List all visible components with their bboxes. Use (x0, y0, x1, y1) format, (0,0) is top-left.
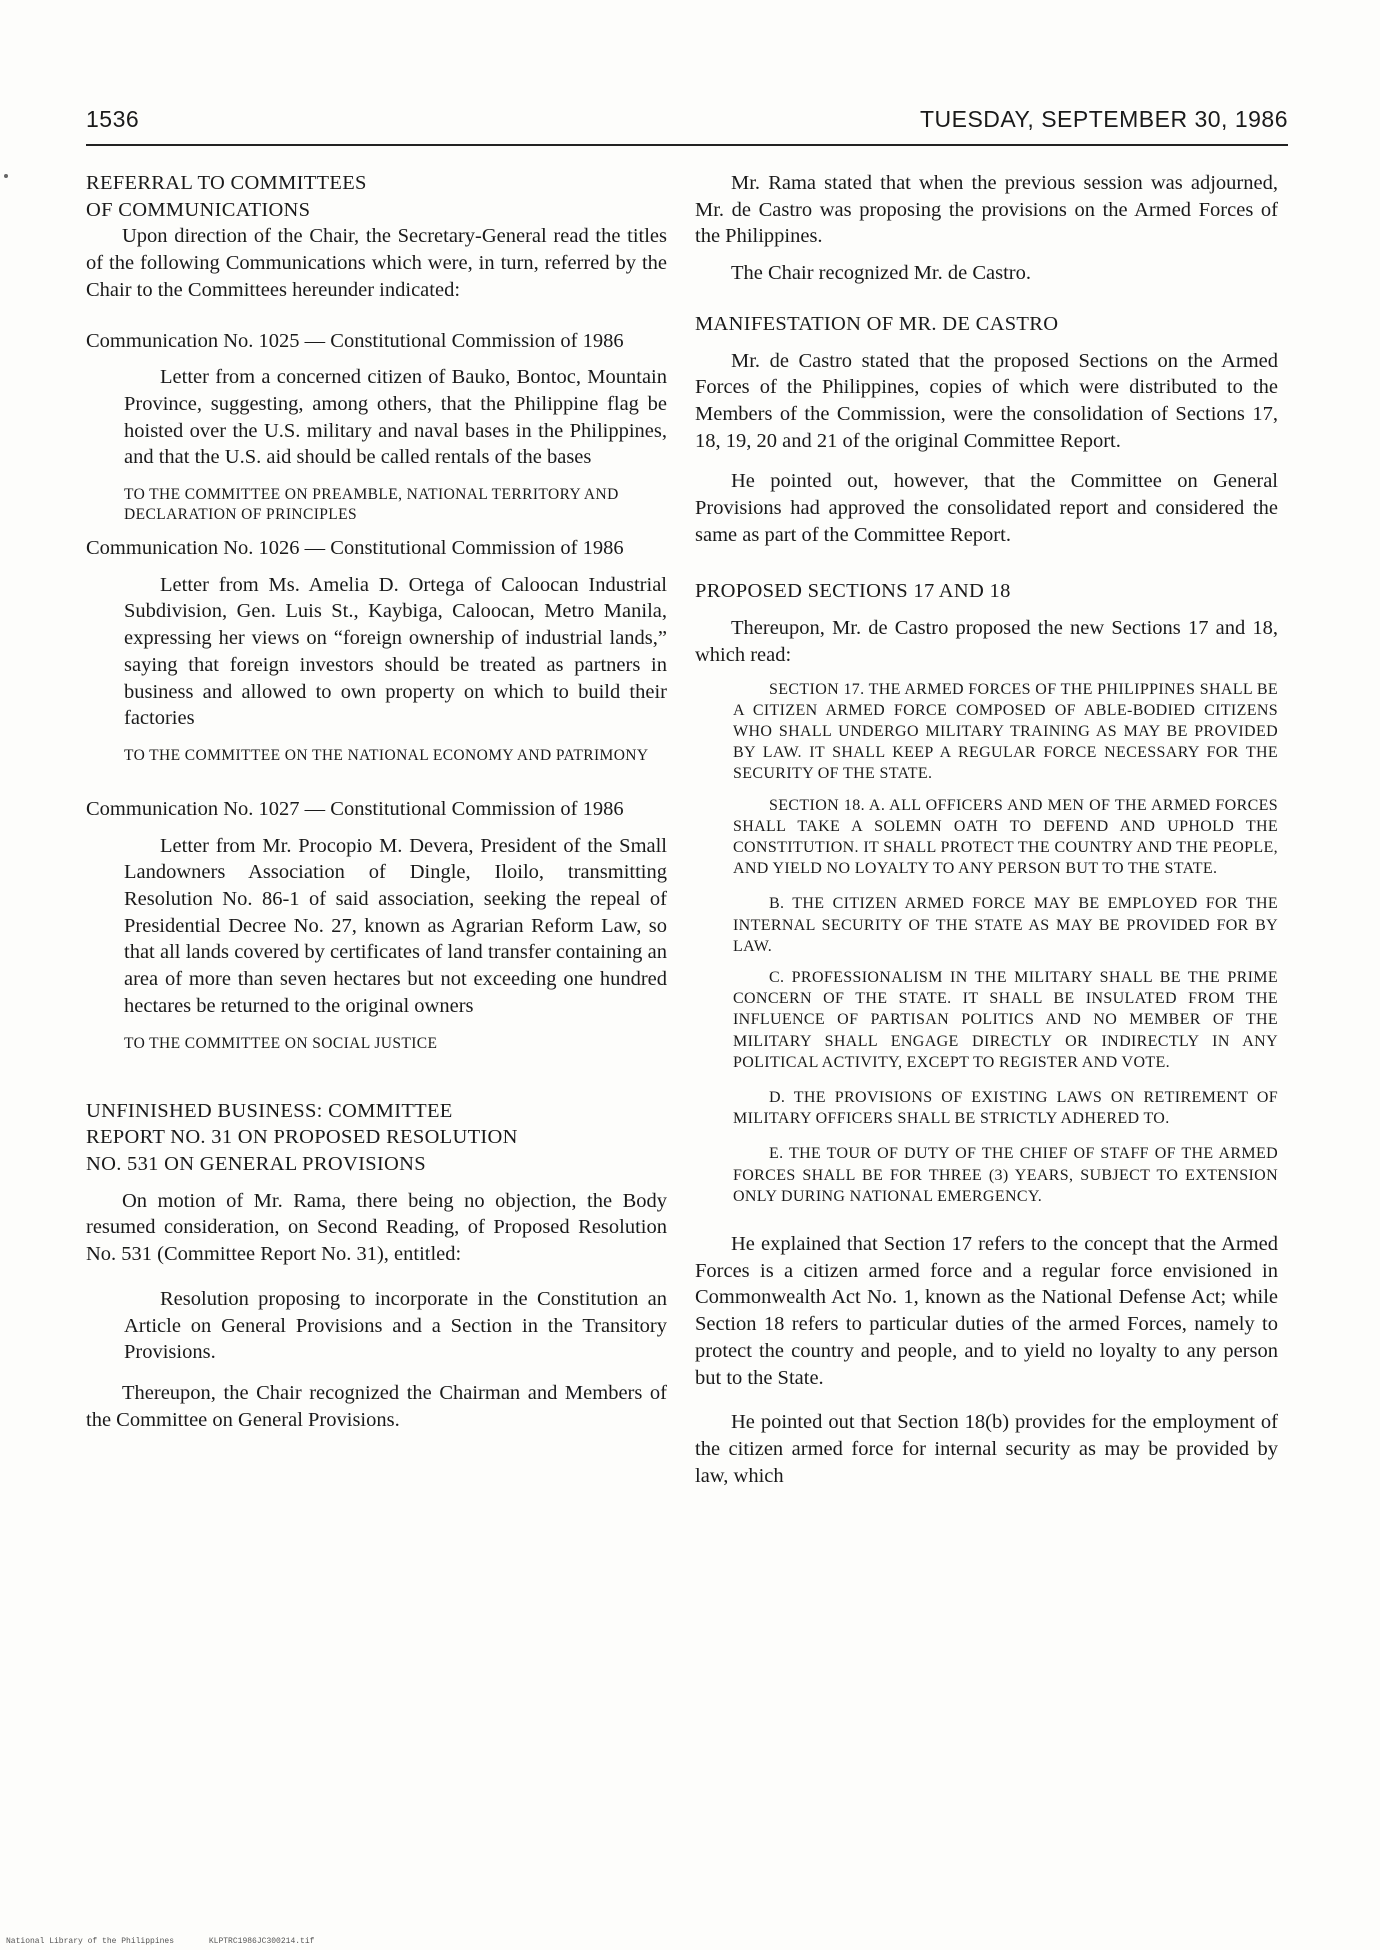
communication-1026-referral: TO THE COMMITTEE ON THE NATIONAL ECONOMY AND PATRIMONY (124, 746, 649, 764)
section-18c-text: C. PROFESSIONALISM IN THE MILITARY SHALL BE THE PRIME CONCERN OF THE STATE. IT SHALL BE INSULATED FROM THE INFLUENCE OF PARTISAN POLITICS AND NO MEMBER OF THE MILITARY SHALL ENGAGE DIRECTLY OR INDIRECTLY IN ANY POLITICAL ACTIVITY, EXCEPT TO REGISTER AND VOTE. (733, 968, 1278, 1071)
scan-footer (6, 1937, 344, 1946)
communication-1025-body: Letter from a concerned citizen of Bauko, Bontoc, Mountain Province, suggesting, among others, that the Philippine flag be hoisted over the U.S. military and naval bases in the Philippines, and that the U.S. aid should be called rentals of the bases (124, 366, 667, 469)
communication-1026-title: Communication No. 1026 — Constitutional Commission of 1986 (86, 537, 624, 560)
unfinished-heading-line-3: NO. 531 ON GENERAL PROVISIONS (86, 1152, 426, 1175)
proposed-sections-heading: PROPOSED SECTIONS 17 AND 18 (695, 580, 1011, 603)
footer-file: KLPTRC1986JC300214.tif (208, 1937, 315, 1946)
pointed-out-paragraph-2: He pointed out that Section 18(b) provides for the employment of the citizen armed force for internal security as may be provided by law, which (695, 1411, 1278, 1487)
section-18e-text: E. THE TOUR OF DUTY OF THE CHIEF OF STAFF OF THE ARMED FORCES SHALL BE FOR THREE (3) YEARS, SUBJECT TO EXTENSION ONLY DURING NATIONAL EMERGENCY. (733, 1145, 1278, 1205)
header-rule (86, 144, 1288, 146)
communication-1025-title: Communication No. 1025 — Constitutional Commission of 1986 (86, 329, 624, 352)
communication-1027-referral: TO THE COMMITTEE ON SOCIAL JUSTICE (124, 1034, 438, 1052)
resolution-title: Resolution proposing to incorporate in the Constitution an Article on General Provisions and a Section in the Transitory Provisions. (124, 1287, 667, 1364)
chair-paragraph: The Chair recognized Mr. de Castro. (731, 262, 1032, 285)
thereupon-paragraph: Thereupon, the Chair recognized the Chairman and Members of the Committee on General Provisions. (86, 1381, 667, 1431)
unfinished-body: On motion of Mr. Rama, there being no objection, the Body resumed consideration, on Second Reading, of Proposed Resolution No. 531 (Committee Report No. 31), entitled: (86, 1189, 667, 1266)
referral-heading-line-1: REFERRAL TO COMMITTEES (86, 172, 367, 194)
footer-library: National Library of the Philippines (6, 1937, 175, 1946)
page-number: 1536 (86, 106, 140, 132)
unfinished-heading-line-1: UNFINISHED BUSINESS: COMMITTEE (86, 1099, 453, 1122)
page-date: TUESDAY, SEPTEMBER 30, 1986 (919, 106, 1288, 132)
section-18d-text: D. THE PROVISIONS OF EXISTING LAWS ON RETIREMENT OF MILITARY OFFICERS SHALL BE STRICTLY ADHERED TO. (733, 1089, 1278, 1128)
referral-intro: Upon direction of the Chair, the Secretary-General read the titles of the following Communications which were, in turn, referred by the Chair to the Committees hereunder indicated: (86, 225, 667, 301)
manifestation-heading: MANIFESTATION OF MR. DE CASTRO (695, 312, 1059, 335)
rama-paragraph: Mr. Rama stated that when the previous session was adjourned, Mr. de Castro was proposing the provisions on the Armed Forces of the Philippines. (695, 172, 1278, 248)
communication-1027-body: Letter from Mr. Procopio M. Devera, President of the Small Landowners Association of Dingle, Iloilo, transmitting Resolution No. 86-1 of said association, seeking the repeal of Presidential Decree No. 27, known as Agrarian Reform Law, so that all lands covered by certificates of land transfer containing an area of more than seven hectares but not exceeding one hundred hectares be returned to the original owners (124, 834, 667, 1017)
communication-1025-referral: TO THE COMMITTEE ON PREAMBLE, NATIONAL TERRITORY AND DECLARATION OF PRINCIPLES (124, 486, 619, 524)
right-column (695, 170, 1278, 1489)
proposed-sections-body: Thereupon, Mr. de Castro proposed the new Sections 17 and 18, which read: (695, 617, 1278, 666)
pointed-out-paragraph-1: He pointed out, however, that the Committee on General Provisions had approved the consolidated report and considered the same as part of the Committee Report. (695, 470, 1278, 546)
manifestation-body: Mr. de Castro stated that the proposed Sections on the Armed Forces of the Philippines, copies of which were distributed to the Members of the Commission, were the consolidation of Sections 17, 18, 19, 20 and 21 of the original Committee Report. (695, 349, 1278, 452)
section-17-text: SECTION 17. THE ARMED FORCES OF THE PHILIPPINES SHALL BE A CITIZEN ARMED FORCE COMPOSED OF ABLE-BODIED CITIZENS WHO SHALL UNDERGO MILITARY TRAINING AS MAY BE PROVIDED BY LAW. IT SHALL KEEP A REGULAR FORCE NECESSARY FOR THE SECURITY OF THE STATE. (733, 680, 1278, 783)
left-column (86, 170, 667, 1433)
communication-1026-body: Letter from Ms. Amelia D. Ortega of Caloocan Industrial Subdivision, Gen. Luis St., Kaybiga, Caloocan, Metro Manila, expressing her views on “foreign ownership of industrial lands,” saying that foreign investors should be treated as partners in business and allowed to own property on which to build their factories (124, 573, 667, 730)
unfinished-heading-line-2: REPORT NO. 31 ON PROPOSED RESOLUTION (86, 1126, 518, 1149)
section-18b-text: B. THE CITIZEN ARMED FORCE MAY BE EMPLOYED FOR THE INTERNAL SECURITY OF THE STATE AS MAY BE PROVIDED FOR BY LAW. (733, 895, 1278, 955)
referral-heading-line-2: OF COMMUNICATIONS (86, 198, 311, 221)
communication-1027-title: Communication No. 1027 — Constitutional Commission of 1986 (86, 797, 624, 820)
scan-speck (4, 174, 8, 178)
section-18a-text: SECTION 18. A. ALL OFFICERS AND MEN OF THE ARMED FORCES SHALL TAKE A SOLEMN OATH TO DEFEND AND UPHOLD THE CONSTITUTION. IT SHALL PROTECT THE COUNTRY AND THE PEOPLE, AND YIELD NO LOYALTY TO ANY PERSON BUT TO THE STATE. (733, 796, 1278, 878)
explained-paragraph: He explained that Section 17 refers to the concept that the Armed Forces is a citizen armed force and a regular force envisioned in Commonwealth Act No. 1, known as the National Defense Act; while Section 18 refers to particular duties of the armed Forces, namely to protect the country and people, and to yield no loyalty to any person but to the State. (695, 1233, 1278, 1389)
